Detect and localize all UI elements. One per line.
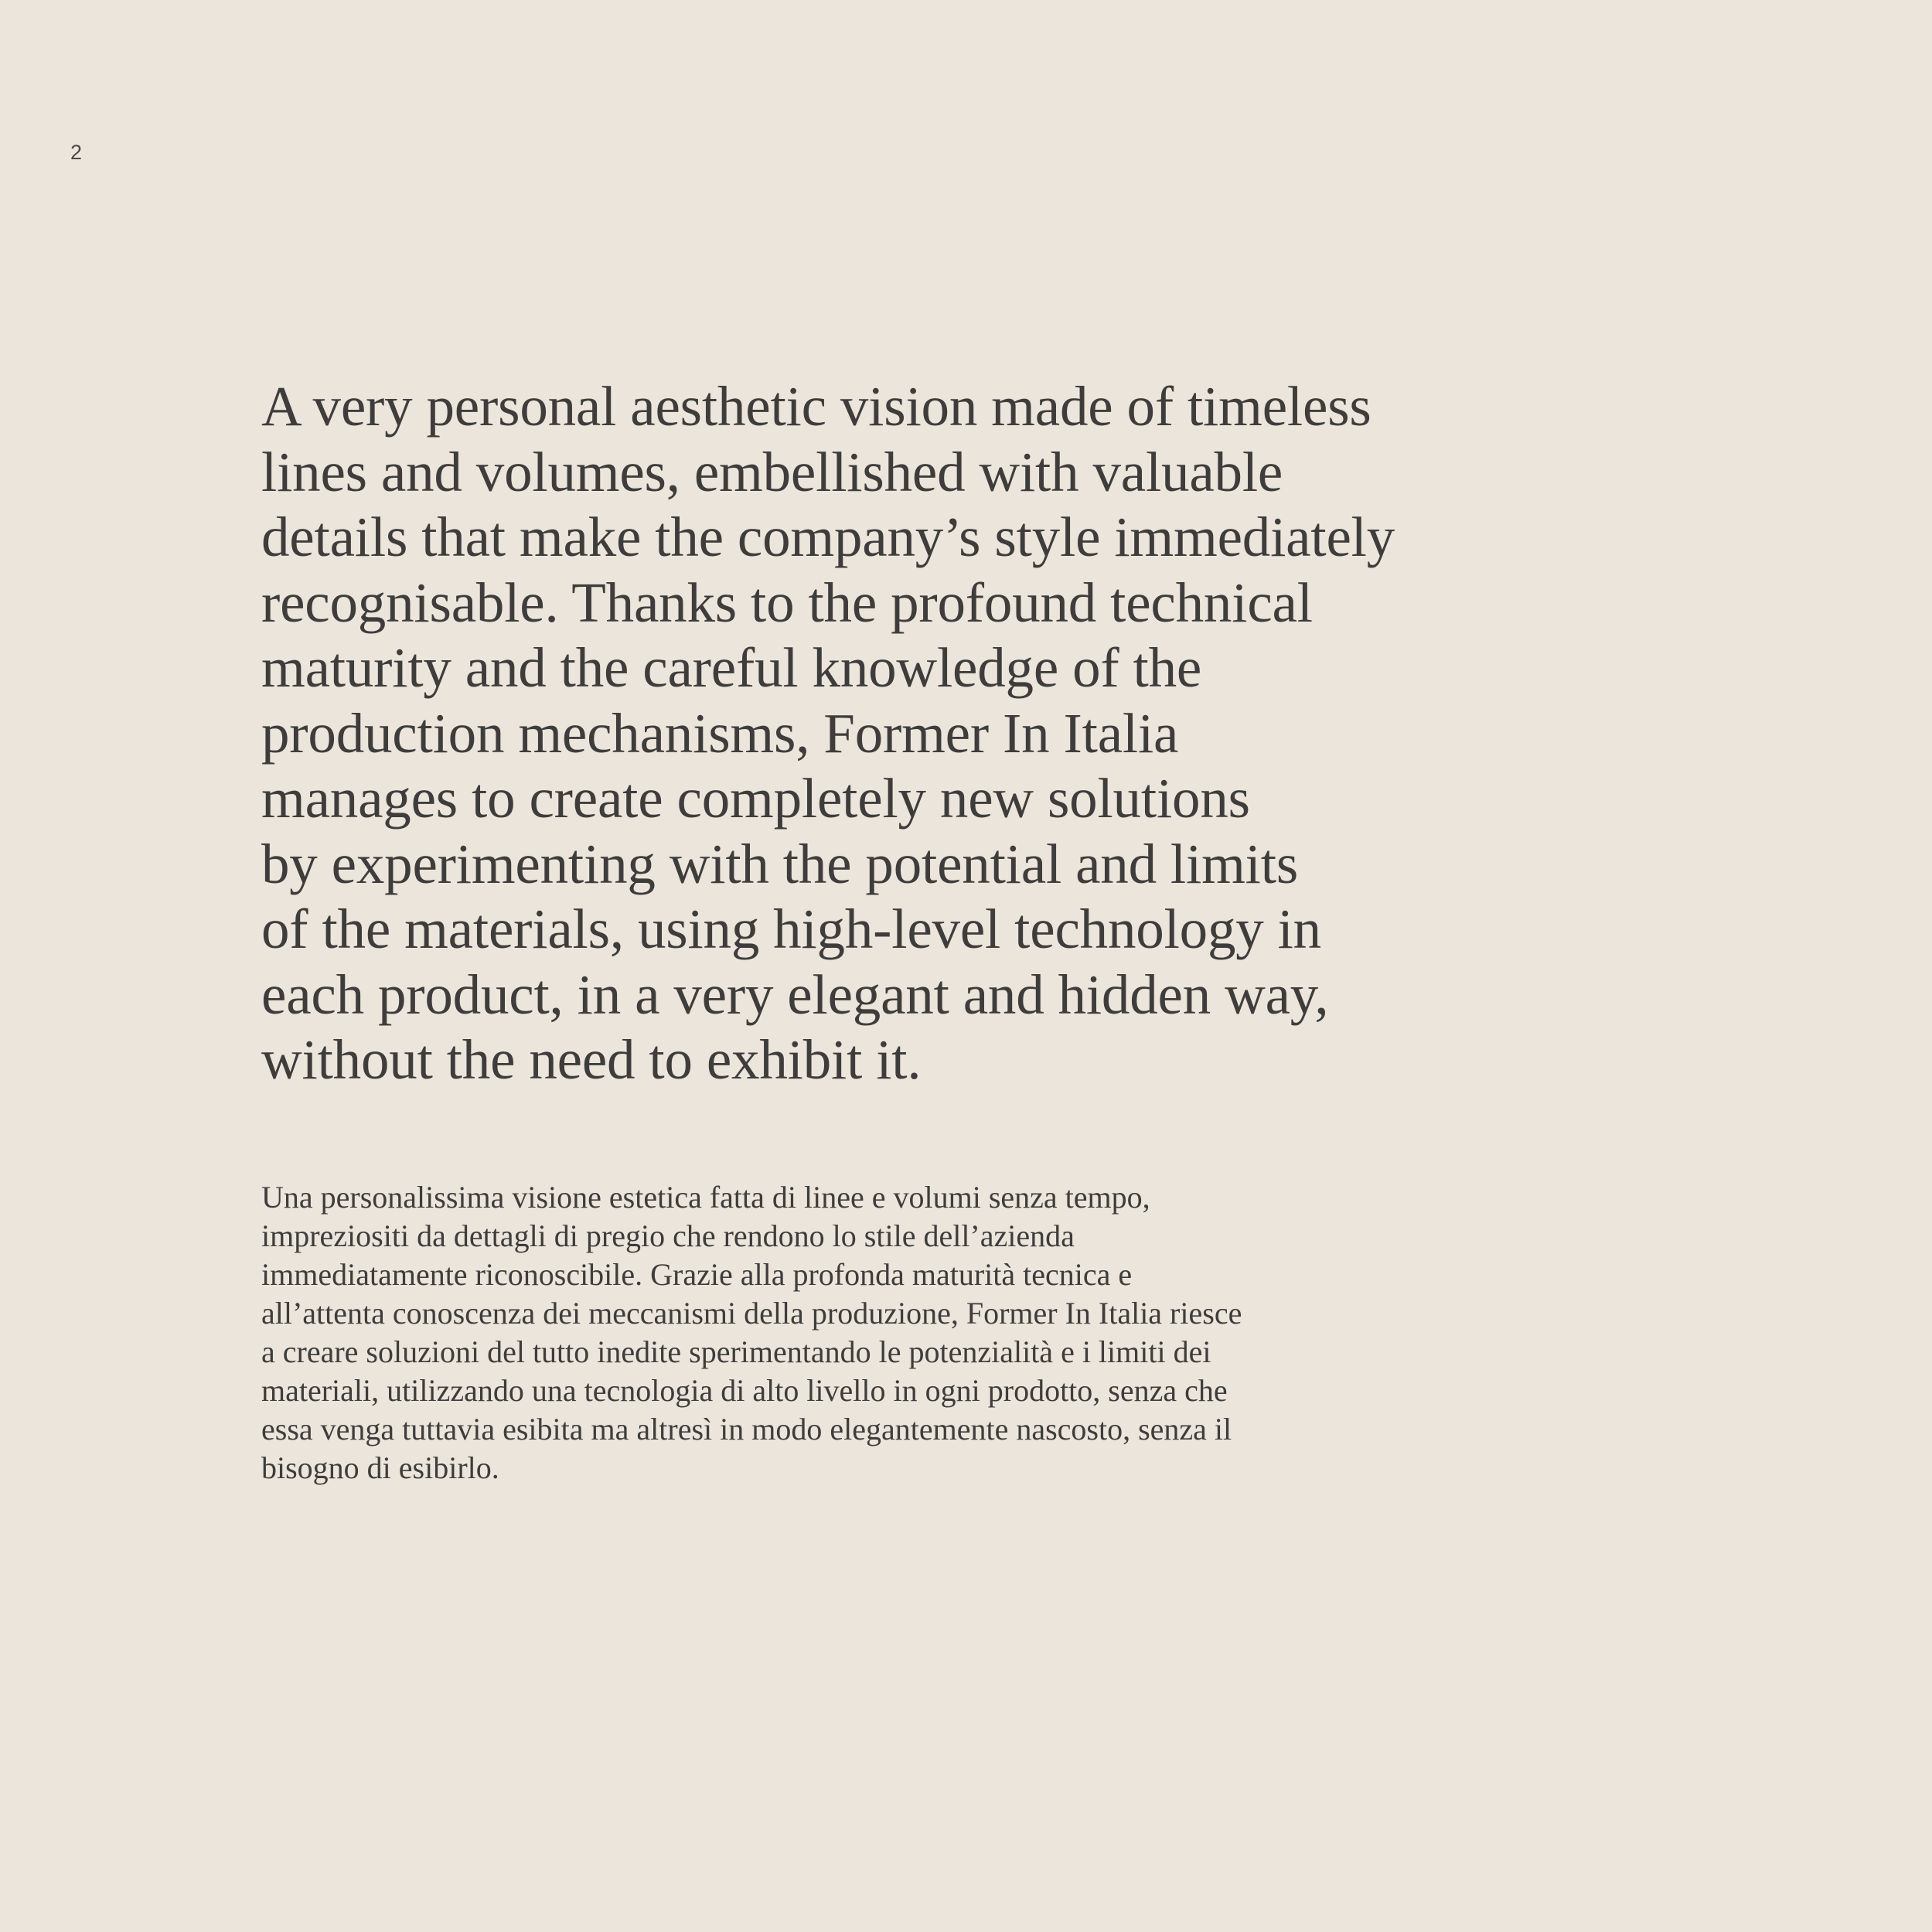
lead-line: maturity and the careful knowledge of the	[261, 636, 1202, 699]
page-number: 2	[70, 141, 83, 164]
body-line: impreziositi da dettagli di pregio che rendono lo stile dell’azienda	[261, 1218, 1075, 1253]
body-line: immediatamente riconoscibile. Grazie alla profonda maturità tecnica e	[261, 1257, 1133, 1292]
lead-line: manages to create completely new solutions	[261, 767, 1250, 830]
body-paragraph-italian	[261, 1178, 1467, 1487]
lead-line: production mechanisms, Former In Italia	[261, 701, 1179, 765]
lead-line: each product, in a very elegant and hidden way,	[261, 963, 1329, 1026]
body-line: Una personalissima visione estetica fatta di linee e volumi senza tempo,	[261, 1180, 1150, 1215]
lead-paragraph-english	[261, 374, 1467, 1093]
lead-line: lines and volumes, embellished with valuable	[261, 440, 1283, 503]
body-line: materiali, utilizzando una tecnologia di alto livello in ogni prodotto, senza che	[261, 1373, 1228, 1408]
body-line: a creare soluzioni del tutto inedite sperimentando le potenzialità e i limiti dei	[261, 1334, 1211, 1369]
body-line: essa venga tuttavia esibita ma altresì in modo elegantemente nascosto, senza il	[261, 1412, 1232, 1446]
lead-line: details that make the company’s style immediately	[261, 506, 1395, 568]
lead-line: without the need to exhibit it.	[261, 1028, 922, 1091]
lead-line: A very personal aesthetic vision made of timeless	[261, 375, 1371, 438]
lead-line: recognisable. Thanks to the profound technical	[261, 571, 1313, 634]
lead-line: by experimenting with the potential and limits	[261, 832, 1299, 895]
body-line: all’attenta conoscenza dei meccanismi della produzione, Former In Italia riesce	[261, 1296, 1242, 1331]
body-line: bisogno di esibirlo.	[261, 1450, 499, 1485]
lead-line: of the materials, using high-level technology in	[261, 898, 1321, 960]
